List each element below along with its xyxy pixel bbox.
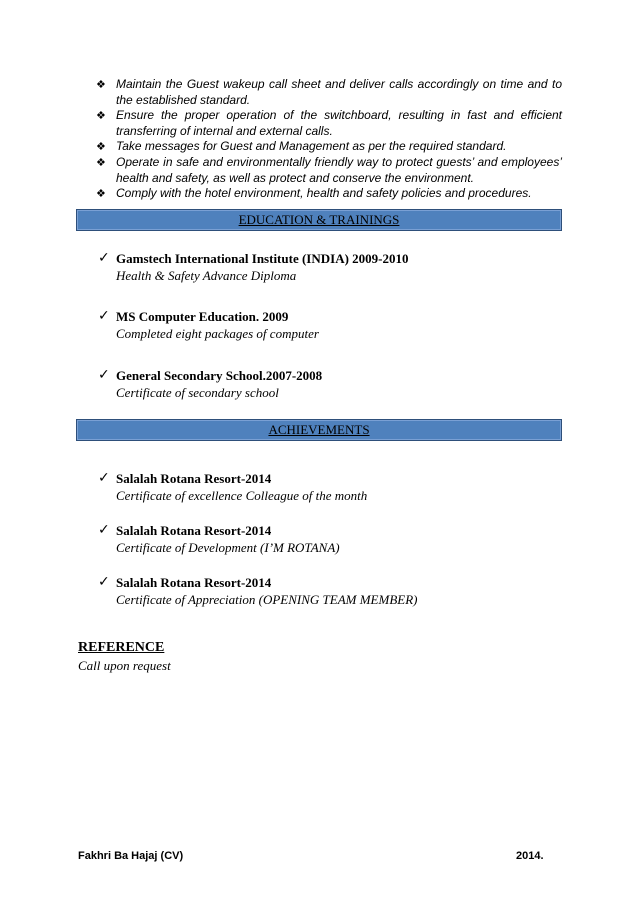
check-icon: ✓ (98, 250, 110, 266)
entry-title: MS Computer Education. 2009 (116, 309, 289, 324)
diamond-bullet-icon: ❖ (96, 79, 106, 91)
check-icon: ✓ (98, 367, 110, 383)
footer-name: Fakhri Ba Hajaj (CV) (78, 850, 184, 862)
entry-title: Gamstech International Institute (INDIA) 2009-2010 (116, 251, 409, 266)
duty-item: ❖ Maintain the Guest wakeup call sheet and deliver calls accordingly on time and to the established standard. (96, 77, 562, 107)
entry-detail: Certificate of secondary school (116, 385, 279, 400)
duty-item: ❖ Take messages for Guest and Management as per the required standard. (96, 139, 507, 154)
diamond-bullet-icon: ❖ (96, 188, 106, 201)
education-section-bar (76, 209, 562, 231)
check-icon: ✓ (98, 308, 110, 324)
entry-detail: Certificate of excellence Colleague of the month (116, 488, 368, 503)
reference-heading: REFERENCE (78, 640, 165, 655)
duty-item: ❖ Operate in safe and environmentally friendly way to protect guests’ and employees’ health and safety, as well as protect and conserve the environment. (96, 154, 562, 185)
duty-list (96, 77, 562, 202)
achievements-heading: ACHIEVEMENTS (268, 422, 370, 437)
entry-title: General Secondary School.2007-2008 (116, 368, 323, 383)
check-icon: ✓ (98, 470, 110, 486)
entry-title: Salalah Rotana Resort-2014 (116, 575, 272, 590)
entry-title: Salalah Rotana Resort-2014 (116, 523, 272, 538)
entry-detail: Certificate of Development (I’M ROTANA) (116, 540, 340, 555)
entry-detail: Completed eight packages of computer (116, 326, 319, 341)
check-icon: ✓ (98, 574, 110, 590)
diamond-bullet-icon: ❖ (96, 156, 106, 169)
diamond-bullet-icon: ❖ (96, 141, 106, 154)
reference-text: Call upon request (78, 658, 171, 673)
entry-title: Salalah Rotana Resort-2014 (116, 471, 272, 486)
duty-item: ❖ Ensure the proper operation of the switchboard, resulting in fast and efficient transferring of internal and external calls. (96, 108, 562, 138)
achievements-section-bar (76, 419, 562, 441)
check-icon: ✓ (98, 522, 110, 538)
duty-item: ❖ Comply with the hotel environment, health and safety policies and procedures. (96, 186, 532, 201)
entry-detail: Health & Safety Advance Diploma (116, 268, 297, 283)
entry-detail: Certificate of Appreciation (OPENING TEAM MEMBER) (116, 592, 418, 607)
education-heading: EDUCATION & TRAININGS (238, 212, 400, 227)
footer-year: 2014. (516, 850, 544, 862)
diamond-bullet-icon: ❖ (96, 110, 106, 123)
